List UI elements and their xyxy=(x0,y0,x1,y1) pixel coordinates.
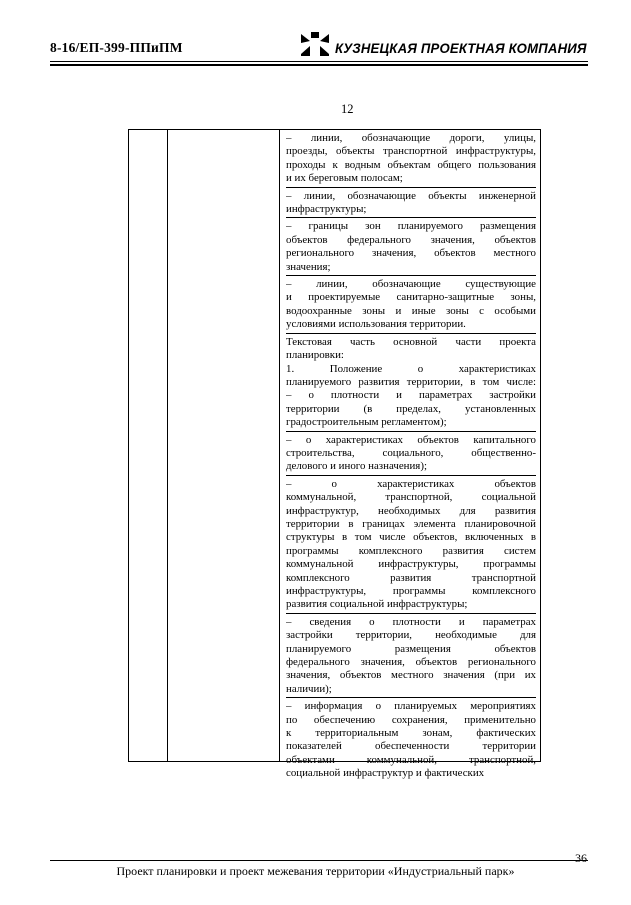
text-line: объектами коммунальной, транспортной, xyxy=(286,753,536,766)
text-line: значения; xyxy=(286,260,331,273)
text-line: территории в границах элемента планировочной xyxy=(286,517,536,530)
text-line: объектов федерального значения, объектов xyxy=(286,233,536,246)
text-line: к территориальным зонам, фактических xyxy=(286,727,536,740)
header-rule-thin xyxy=(50,61,588,62)
text-line: Текстовая часть основной части проекта xyxy=(286,335,536,348)
text-line: планируемого размещения объектов xyxy=(286,642,536,655)
table-row xyxy=(286,336,536,432)
text-line: коммунальной, транспортной, социальной xyxy=(286,491,536,504)
text-line: планируемого развития территории, в том числе: xyxy=(286,375,536,388)
text-line: проходы к водным объектам общего пользования xyxy=(286,158,536,171)
column-divider-2 xyxy=(279,130,280,761)
text-line: делового и иного назначения); xyxy=(286,460,427,473)
table-row xyxy=(286,434,536,476)
text-line: – линии, обозначающие существующие xyxy=(286,278,536,291)
text-line: – о характеристиках объектов xyxy=(286,477,536,490)
text-line: условиями использования территории. xyxy=(286,318,466,331)
footer-title: Проект планировки и проект межевания территории «Индустриальный парк» xyxy=(116,864,515,878)
text-line: коммунальной инфраструктуры, программы xyxy=(286,558,536,571)
text-line: показателей обеспеченности территории xyxy=(286,740,536,753)
company-name: КУЗНЕЦКАЯ ПРОЕКТНАЯ КОМПАНИЯ xyxy=(335,40,587,56)
content-cell xyxy=(286,132,536,782)
text-line: строительства, социального, общественно- xyxy=(286,446,536,459)
sheet-number: 36 xyxy=(575,851,587,865)
text-line: федерального значения, объектов регионального xyxy=(286,656,536,669)
text-line: программы комплексного развития систем xyxy=(286,544,536,557)
text-line: инфраструктур, необходимых для развития xyxy=(286,504,536,517)
company-logo-icon xyxy=(301,32,329,56)
text-line: инфраструктуры, программы комплексного xyxy=(286,585,536,597)
text-line: социальной инфраструктур и фактических xyxy=(286,767,485,780)
text-line: регионального значения, объектов местного xyxy=(286,247,536,260)
text-line: проезды, объекты транспортной инфраструктуры, xyxy=(286,145,536,158)
page-number: 12 xyxy=(341,102,354,116)
text-line: планировки: xyxy=(286,349,344,362)
column-divider-1 xyxy=(167,130,168,761)
table-row xyxy=(286,190,536,219)
text-line: территории (в пределах, установленных xyxy=(286,402,536,415)
table-row xyxy=(286,132,536,188)
table-row xyxy=(286,700,536,781)
text-line: комплексного развития транспортной xyxy=(286,571,536,584)
text-line: водоохранные зоны и иные зоны с особыми xyxy=(286,304,536,317)
text-line: – линии, обозначающие объекты инженерной xyxy=(286,189,536,202)
text-line: застройки территории, необходимые для xyxy=(286,629,536,642)
table-row xyxy=(286,616,536,698)
table-row xyxy=(286,220,536,276)
text-line: – о характеристиках объектов капитального xyxy=(286,433,536,446)
table-row xyxy=(286,478,536,614)
text-line: – информация о планируемых мероприятиях xyxy=(286,700,536,713)
document-code: 8-16/ЕП-399-ППиПМ xyxy=(50,40,183,55)
text-line: – границы зон планируемого размещения xyxy=(286,220,536,233)
text-line: и их береговым полосам; xyxy=(286,172,403,185)
text-line: – о плотности и параметрах застройки xyxy=(286,389,536,402)
text-line: значения, объектов местного значения (при их xyxy=(286,669,536,682)
table-row xyxy=(286,278,536,334)
text-line: и проектируемые санитарно-защитные зоны, xyxy=(286,291,536,304)
text-line: 1. Положение о характеристиках xyxy=(286,362,536,375)
text-line: по обеспечению сохранения, применительно xyxy=(286,713,536,726)
text-line: инфраструктуры; xyxy=(286,203,367,216)
content-table xyxy=(128,129,541,780)
text-line: структуры в том числе объектов, включенных в xyxy=(286,531,536,544)
text-line: – сведения о плотности и параметрах xyxy=(286,615,536,628)
text-line: наличии); xyxy=(286,682,332,695)
text-line: – линии, обозначающие дороги, улицы, xyxy=(286,132,536,144)
text-line: градостроительным регламентом); xyxy=(286,416,447,429)
text-line: развития социальной инфраструктуры; xyxy=(286,598,468,611)
footer-rule xyxy=(50,860,588,861)
header-rule-thick xyxy=(50,64,588,66)
